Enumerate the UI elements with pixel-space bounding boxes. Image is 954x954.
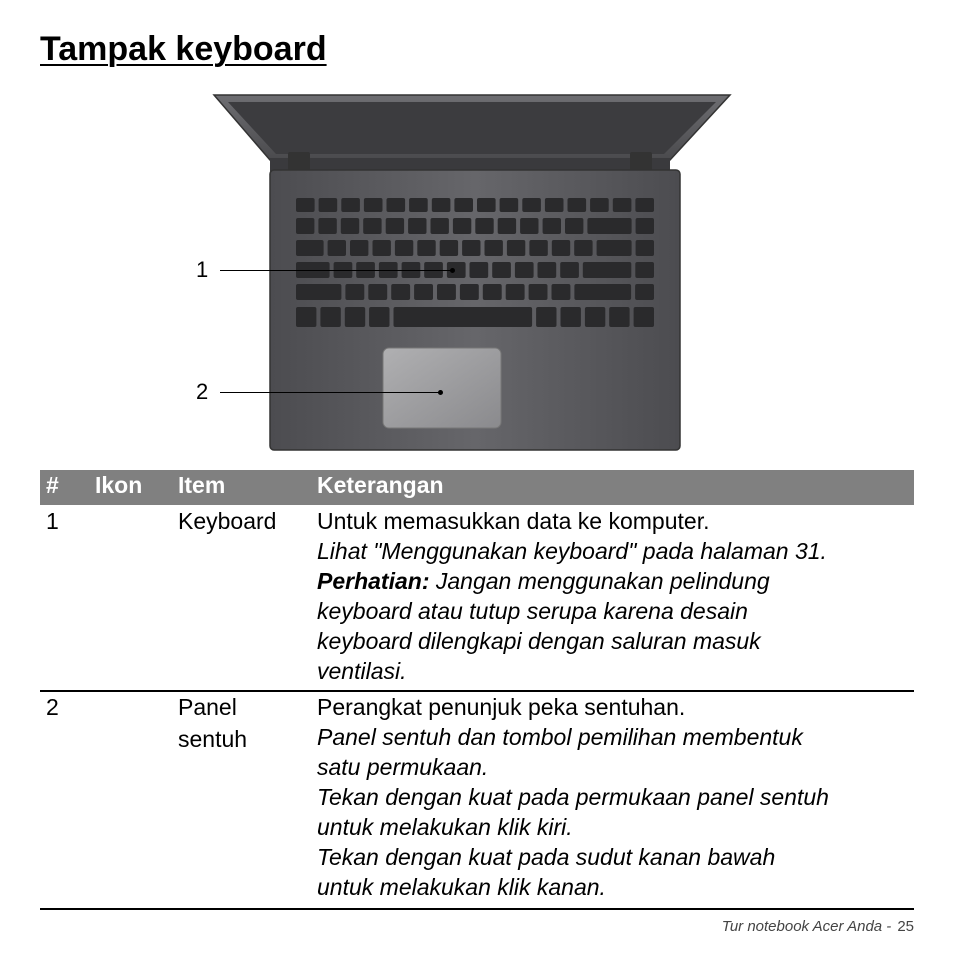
note-label: Perhatian: (317, 568, 430, 594)
keyboard-key (561, 307, 581, 327)
row-1-number: 1 (46, 508, 59, 534)
keyboard-key (507, 240, 525, 256)
keyboard-key (500, 198, 519, 212)
row-1-desc-line2: Lihat "Menggunakan keyboard" pada halaman 31. (317, 538, 827, 564)
keyboard-key (462, 240, 480, 256)
callout-line-2 (220, 392, 440, 393)
keyboard-key (437, 284, 456, 300)
keyboard-key (565, 218, 583, 234)
page-footer (722, 918, 914, 935)
keyboard-key (395, 240, 413, 256)
keyboard-key (409, 198, 428, 212)
keyboard-key (350, 240, 368, 256)
row-1-desc-line3 (317, 566, 827, 596)
keyboard-key (574, 284, 631, 300)
keyboard-key (635, 262, 654, 278)
laptop-screen (228, 102, 716, 154)
keyboard-key (590, 198, 609, 212)
row-1-desc-line4: keyboard atau tutup serupa karena desain (317, 598, 748, 624)
header-item: Item (178, 472, 226, 498)
header-icon: Ikon (95, 472, 143, 498)
keyboard-key (515, 262, 534, 278)
keyboard-key (538, 262, 557, 278)
keyboard-key (585, 307, 605, 327)
keyboard-key (485, 240, 503, 256)
keyboard-key (345, 284, 364, 300)
keyboard-key (296, 218, 314, 234)
keyboard-key (341, 198, 360, 212)
row-2-desc-line2: Panel sentuh dan tombol pemilihan membentuk (317, 724, 803, 750)
keyboard-key (475, 218, 493, 234)
keyboard-key (386, 218, 404, 234)
keyboard-key (345, 307, 365, 327)
keyboard-key (568, 198, 587, 212)
header-number: # (46, 472, 59, 498)
callout-dot-1 (450, 268, 455, 273)
keyboard-key (506, 284, 525, 300)
keyboard-key (296, 307, 316, 327)
keyboard-key (536, 307, 556, 327)
keyboard-key (529, 284, 548, 300)
keyboard-key (296, 284, 341, 300)
row-1-desc-line6: ventilasi. (317, 658, 407, 684)
header-description: Keterangan (317, 472, 444, 498)
keyboard-key (543, 218, 561, 234)
keyboard-key (636, 240, 654, 256)
keyboard-key (635, 198, 654, 212)
keyboard-key (394, 307, 533, 327)
keyboard-key (363, 218, 381, 234)
row-2-item (178, 692, 247, 754)
callout-line-1 (220, 270, 452, 271)
keyboard-key (498, 218, 516, 234)
row-1-description (317, 506, 827, 686)
touchpad (383, 348, 501, 428)
keyboard-key (341, 218, 359, 234)
keyboard-key (635, 284, 654, 300)
keyboard-key (431, 218, 449, 234)
keyboard-key (432, 198, 451, 212)
keyboard-key (522, 198, 541, 212)
keyboard-key (296, 240, 324, 256)
footer-text: Tur notebook Acer Anda - (721, 918, 892, 935)
row-1-desc-line5: keyboard dilengkapi dengan saluran masuk (317, 628, 761, 654)
note-text: Jangan menggunakan pelindung (429, 568, 770, 594)
keyboard-key (454, 198, 473, 212)
keyboard-key (483, 284, 502, 300)
keyboard-key (296, 198, 315, 212)
row-separator-2 (40, 908, 914, 910)
keyboard-key (470, 262, 489, 278)
keyboard-key (320, 307, 340, 327)
row-2-item-line1: Panel (178, 694, 237, 720)
row-2-number: 2 (46, 694, 59, 720)
keyboard-key (369, 307, 389, 327)
keyboard-key (492, 262, 511, 278)
callout-number-1: 1 (196, 257, 209, 282)
row-2-description (317, 692, 829, 902)
keyboard-key (634, 307, 654, 327)
row-1-desc-line1: Untuk memasukkan data ke komputer. (317, 508, 710, 534)
page-title: Tampak keyboard (40, 30, 327, 68)
keyboard-key (552, 240, 570, 256)
keyboard-key (545, 198, 564, 212)
keyboard-key (583, 262, 632, 278)
keyboard-key (364, 198, 383, 212)
keyboard-key (574, 240, 592, 256)
page-number: 25 (897, 918, 914, 935)
keyboard-key (460, 284, 479, 300)
keyboard-key (609, 307, 629, 327)
keyboard-key (453, 218, 471, 234)
keyboard-key (373, 240, 391, 256)
row-2-item-line2: sentuh (178, 726, 248, 752)
row-2-desc-line3: satu permukaan. (317, 754, 489, 780)
laptop-drawing (180, 90, 740, 455)
keyboard-key (414, 284, 433, 300)
row-2-desc-line4: Tekan dengan kuat pada permukaan panel sentuh (317, 784, 829, 810)
keyboard-key (417, 240, 435, 256)
keyboard-key (597, 240, 632, 256)
keyboard-key (613, 198, 632, 212)
keyboard-key (477, 198, 496, 212)
row-2-desc-line1: Perangkat penunjuk peka sentuhan. (317, 694, 686, 720)
row-2-desc-line6: Tekan dengan kuat pada sudut kanan bawah (317, 844, 776, 870)
row-2-desc-line7: untuk melakukan klik kanan. (317, 874, 606, 900)
keyboard-key (368, 284, 387, 300)
row-2-desc-line5: untuk melakukan klik kiri. (317, 814, 573, 840)
keyboard-key (552, 284, 571, 300)
table-header (40, 470, 914, 505)
keyboard-key (391, 284, 410, 300)
keyboard-key (520, 218, 538, 234)
keyboard-key (328, 240, 346, 256)
keyboard-key (408, 218, 426, 234)
keyboard-key (636, 218, 654, 234)
callout-number-2: 2 (196, 379, 209, 404)
keyboard-key (440, 240, 458, 256)
keyboard-key (560, 262, 579, 278)
row-1-item: Keyboard (178, 508, 277, 534)
keyboard-key (529, 240, 547, 256)
callout-dot-2 (438, 390, 443, 395)
keyboard-key (587, 218, 631, 234)
keyboard-key (319, 198, 338, 212)
keyboard-key (318, 218, 336, 234)
laptop-illustration (180, 90, 740, 455)
keyboard-key (387, 198, 406, 212)
